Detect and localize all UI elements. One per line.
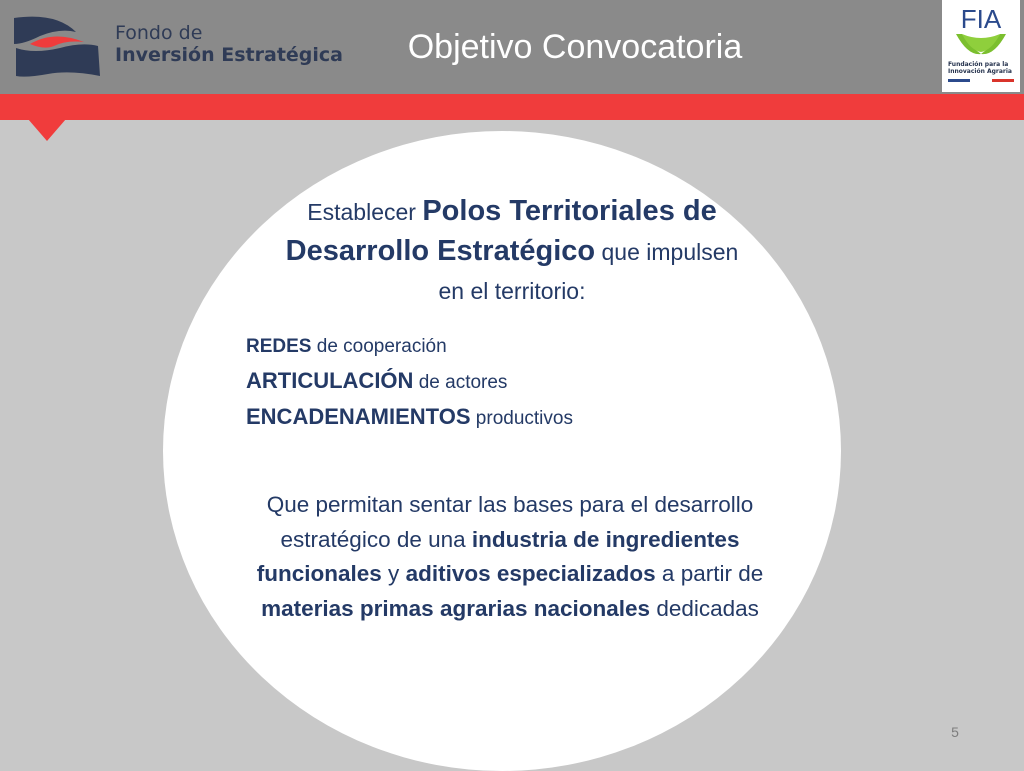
para-text-2: y (381, 561, 406, 586)
intro-text (270, 192, 754, 311)
purpose-paragraph (230, 488, 790, 626)
para-bold-3: materias primas agrarias nacionales (261, 595, 651, 621)
list-item (246, 400, 706, 436)
slide-title: Objetivo Convocatoria (407, 28, 743, 66)
list-item-keyword: REDES (246, 336, 312, 357)
list-item (246, 330, 706, 364)
list-item-rest: productivos (470, 408, 573, 429)
list-item (246, 364, 706, 400)
intro-part-2: que impulsen en el territorio: (438, 239, 739, 304)
logo-line-2: Inversión Estratégica (115, 44, 343, 66)
red-notch-arrow (28, 119, 66, 141)
para-text-3: a partir de (655, 561, 764, 586)
objective-list (246, 330, 706, 436)
logo-line-1: Fondo de (115, 22, 203, 44)
header-bar (0, 0, 1024, 94)
list-item-keyword: ARTICULACIÓN (246, 368, 414, 393)
fia-logo-icon (948, 4, 1014, 60)
intro-bold: Polos Territoriales de Desarrollo Estratégico (285, 195, 717, 267)
fia-caption: Fundación para la Innovación Agraria (948, 61, 1012, 75)
red-accent-bar (0, 94, 1024, 120)
list-item-rest: de actores (413, 372, 508, 393)
page-number: 5 (951, 724, 959, 740)
fondo-inversion-logo-icon (10, 14, 102, 80)
para-text-1: Que permitan sentar las bases para el desarrollo estratégico de una (266, 492, 754, 552)
fia-flag-stripe (948, 79, 1014, 82)
fondo-inversion-logo-text (115, 22, 343, 66)
fia-logo-text: FIA (960, 4, 1002, 34)
intro-part-1: Establecer (307, 199, 423, 225)
para-text-4: dedicadas (650, 595, 759, 621)
list-item-rest: de cooperación (311, 336, 447, 357)
para-bold-2: aditivos especializados (405, 561, 656, 586)
para-bold-1: industria de ingredientes funcionales (256, 526, 740, 586)
fia-logo (942, 0, 1020, 92)
list-item-keyword: ENCADENAMIENTOS (246, 404, 471, 429)
